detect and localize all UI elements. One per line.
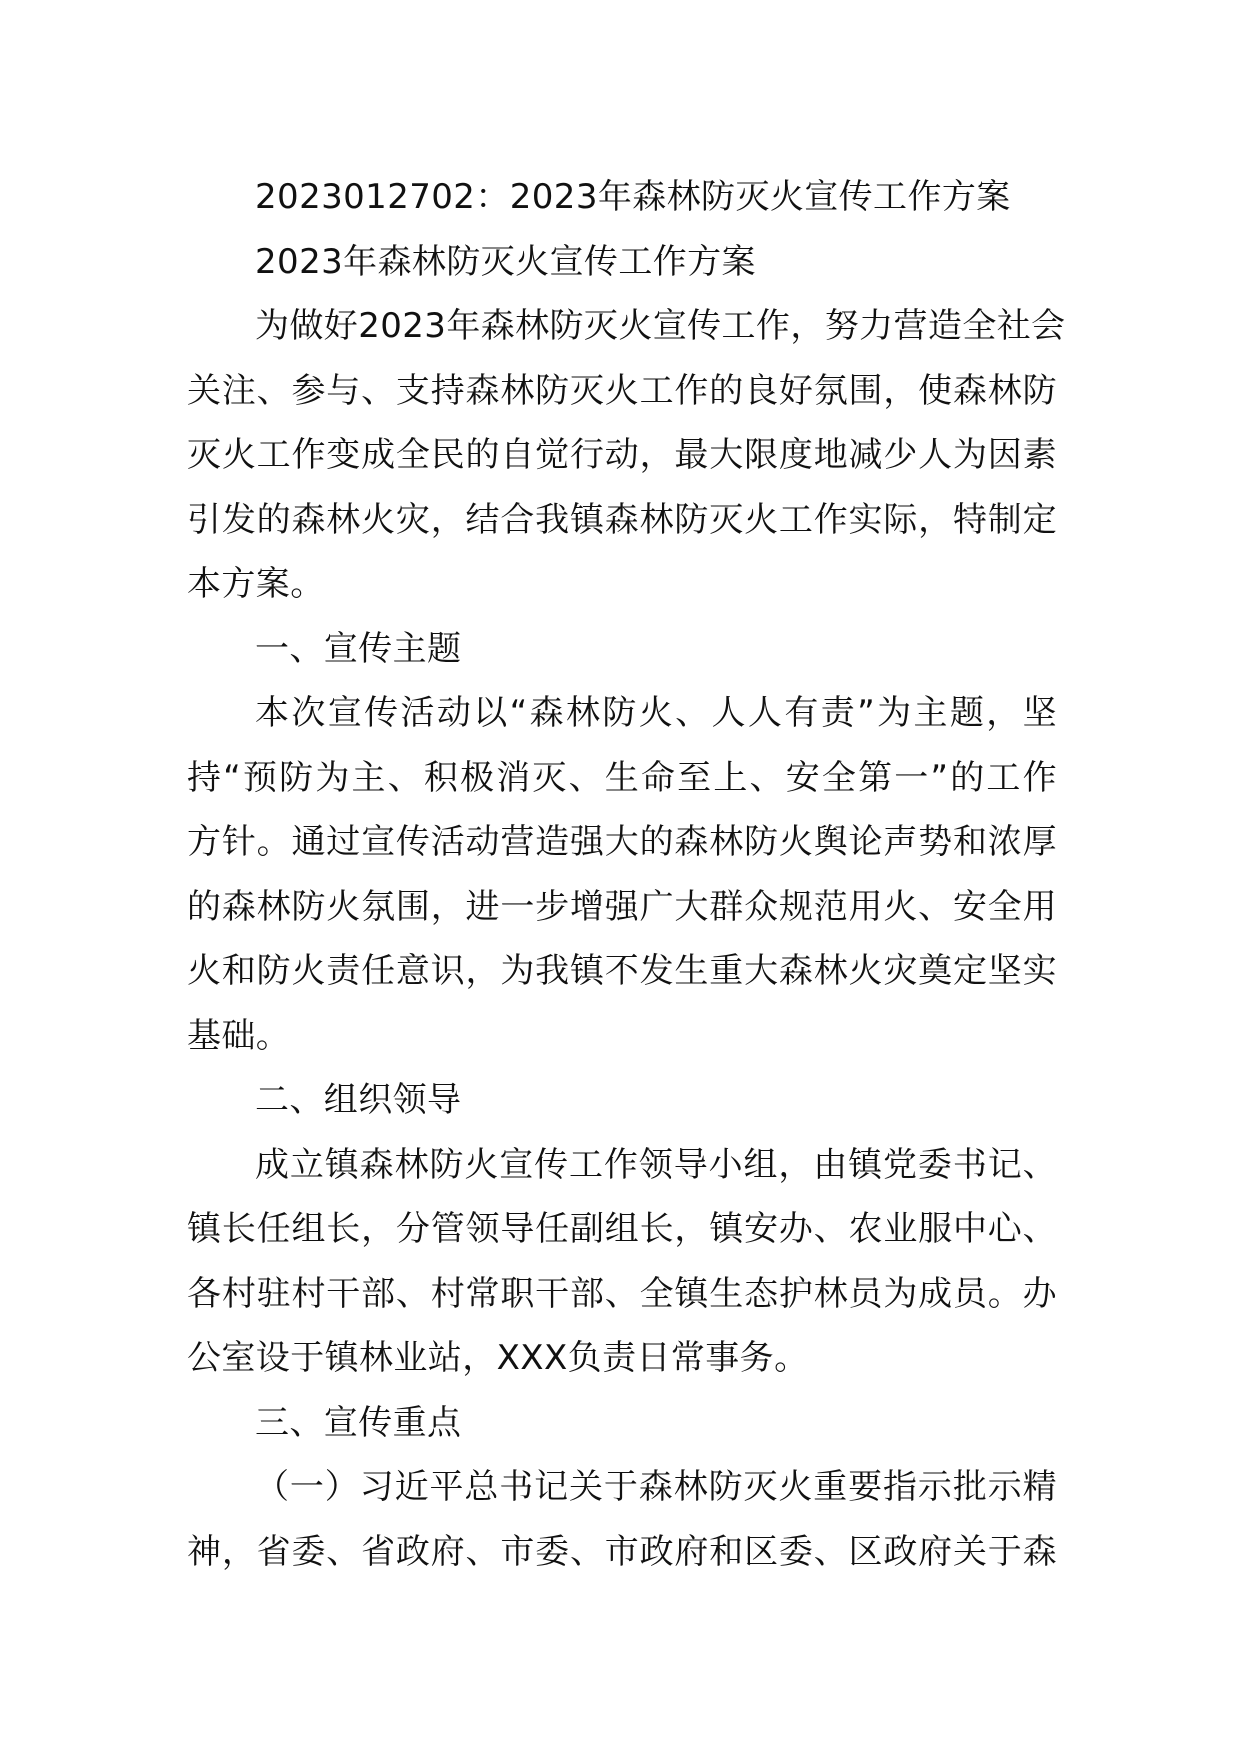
paragraph-line: 火和防火责任意识，为我镇不发生重大森林火灾奠定坚实 (187, 951, 1057, 991)
paragraph-line: 的森林防火氛围，进一步增强广大群众规范用火、安全用 (187, 886, 1057, 927)
paragraph-line: 关注、参与、支持森林防灭火工作的良好氛围，使森林防 (187, 370, 1057, 411)
section-3-paragraph (187, 1455, 1057, 1584)
paragraph-line: 基础。 (187, 1015, 291, 1056)
paragraph-line: 本次宣传活动以“森林防火、人人有责”为主题，坚 (255, 693, 1057, 733)
paragraph-line: （一）习近平总书记关于森林防灭火重要指示批示精 (255, 1467, 1057, 1507)
paragraph-line: 公室设于镇林业站，XXX负责日常事务。 (187, 1338, 809, 1378)
paragraph-line: 方针。通过宣传活动营造强大的森林防火舆论声势和浓厚 (187, 822, 1057, 862)
document-subtitle: 2023年森林防灭火宣传工作方案 (255, 241, 756, 282)
section-1-paragraph (187, 681, 1057, 1068)
paragraph-line: 成立镇森林防火宣传工作领导小组，由镇党委书记、 (255, 1144, 1057, 1185)
paragraph-line: 引发的森林火灾，结合我镇森林防灭火工作实际，特制定 (187, 499, 1057, 540)
document-title: 2023012702：2023年森林防灭火宣传工作方案 (255, 177, 1011, 217)
paragraph-line: 镇长任组长，分管领导任副组长，镇安办、农业服中心、 (187, 1209, 1057, 1249)
paragraph-line: 为做好2023年森林防灭火宣传工作，努力营造全社会 (255, 306, 1066, 346)
paragraph-line: 神，省委、省政府、市委、市政府和区委、区政府关于森 (187, 1531, 1057, 1572)
section-heading-3: 三、宣传重点 (255, 1402, 462, 1443)
paragraph-line: 本方案。 (187, 564, 325, 604)
document-body (187, 165, 1066, 1584)
paragraph-line: 各村驻村干部、村常职干部、全镇生态护林员为成员。办 (187, 1273, 1057, 1314)
section-heading-2: 二、组织领导 (255, 1080, 462, 1120)
section-heading-1: 一、宣传主题 (255, 628, 462, 669)
paragraph-line: 持“预防为主、积极消灭、生命至上、安全第一”的工作 (187, 757, 1057, 798)
paragraph-line: 灭火工作变成全民的自觉行动，最大限度地减少人为因素 (187, 435, 1057, 475)
intro-paragraph (187, 294, 1066, 617)
section-2-paragraph (187, 1133, 1057, 1391)
